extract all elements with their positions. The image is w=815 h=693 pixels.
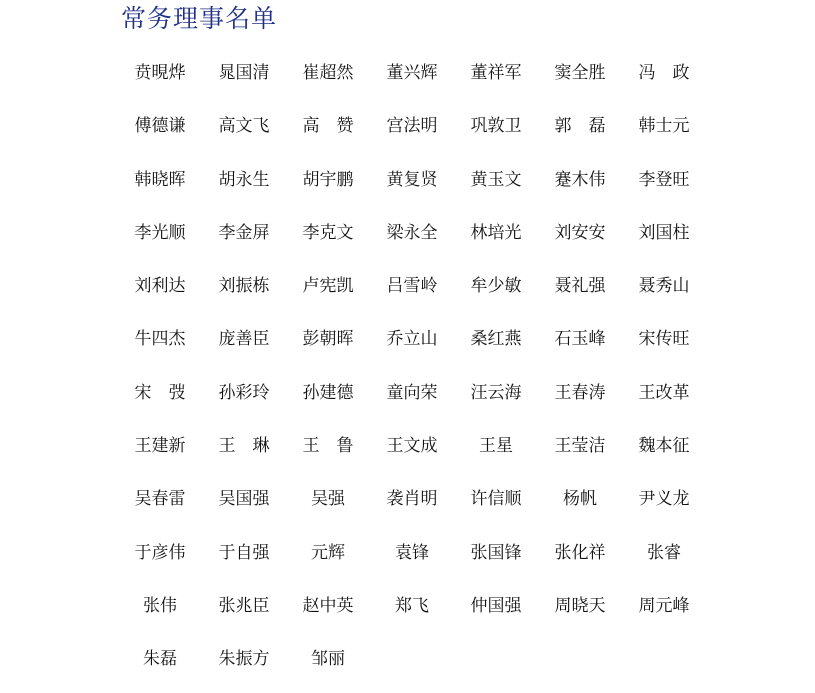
member-name: 王春涛 [554, 382, 606, 403]
member-name: 韩晓晖 [134, 169, 186, 190]
member-name: 朱振方 [218, 649, 270, 670]
member-name: 魏本征 [638, 436, 690, 457]
member-name: 刘利达 [134, 276, 186, 297]
member-name: 王 鲁 [302, 436, 354, 457]
member-name: 于彦伟 [134, 542, 186, 563]
member-name: 汪云海 [470, 382, 522, 403]
member-name: 卢宪凯 [302, 276, 354, 297]
member-name: 吕雪岭 [386, 276, 438, 297]
member-name: 聂秀山 [638, 276, 690, 297]
member-name: 董兴辉 [386, 63, 438, 83]
member-name: 黄复贤 [386, 169, 438, 190]
member-name: 宫法明 [386, 116, 438, 137]
member-name: 晁国清 [218, 63, 270, 83]
member-name: 冯 政 [638, 63, 690, 83]
member-name: 王建新 [134, 436, 186, 457]
member-name: 黄玉文 [470, 169, 522, 190]
member-name: 郭 磊 [554, 116, 606, 137]
member-name: 牟少敏 [470, 276, 522, 297]
member-name: 窦全胜 [554, 63, 606, 83]
member-name: 宋 弢 [134, 382, 186, 403]
member-name: 周晓天 [554, 595, 606, 616]
member-name: 张兆臣 [218, 595, 270, 616]
member-name: 李光顺 [134, 222, 186, 243]
member-name: 李金屏 [218, 222, 270, 243]
member-name: 庞善臣 [218, 329, 270, 350]
member-name: 高 赞 [302, 116, 354, 137]
member-name: 韩士元 [638, 116, 690, 137]
member-name: 王改革 [638, 382, 690, 403]
member-name: 朱磊 [143, 649, 177, 670]
member-name: 刘安安 [554, 222, 606, 243]
member-name: 刘国柱 [638, 222, 690, 243]
member-name: 牛四杰 [134, 329, 186, 350]
member-name: 尹义龙 [638, 489, 690, 510]
member-name: 孙建德 [302, 382, 354, 403]
member-name: 王星 [479, 436, 513, 457]
member-name: 赵中英 [302, 595, 354, 616]
member-name: 聂礼强 [554, 276, 606, 297]
member-name: 乔立山 [386, 329, 438, 350]
member-name: 李克文 [302, 222, 354, 243]
member-name: 刘振栋 [218, 276, 270, 297]
member-name: 袁锋 [395, 542, 429, 563]
member-name: 傅德谦 [134, 116, 186, 137]
member-name: 孙彩玲 [218, 382, 270, 403]
member-name: 仲国强 [470, 595, 522, 616]
member-name: 张国锋 [470, 542, 522, 563]
member-name: 李登旺 [638, 169, 690, 190]
member-name: 巩敦卫 [470, 116, 522, 137]
member-name: 蹇木伟 [554, 169, 606, 190]
member-name: 袭肖明 [386, 489, 438, 510]
member-name: 杨帆 [563, 489, 597, 510]
member-name: 胡宇鹏 [302, 169, 354, 190]
member-name: 张伟 [143, 595, 177, 616]
member-name: 桑红燕 [470, 329, 522, 350]
member-name: 于自强 [218, 542, 270, 563]
member-name: 王文成 [386, 436, 438, 457]
member-name: 崔超然 [302, 63, 354, 83]
member-name: 张化祥 [554, 542, 606, 563]
member-name: 许信顺 [470, 489, 522, 510]
member-name: 元辉 [311, 542, 345, 563]
member-name: 宋传旺 [638, 329, 690, 350]
member-name: 石玉峰 [554, 329, 606, 350]
member-name: 周元峰 [638, 595, 690, 616]
member-name-list [118, 53, 706, 693]
member-name: 林培光 [470, 222, 522, 243]
member-name: 吴春雷 [134, 489, 186, 510]
member-name: 邹丽 [311, 649, 345, 670]
member-name: 郑飞 [395, 595, 429, 616]
member-name: 吴国强 [218, 489, 270, 510]
member-name: 王 琳 [218, 436, 270, 457]
member-name: 董祥军 [470, 63, 522, 83]
member-name: 高文飞 [218, 116, 270, 137]
member-name: 童向荣 [386, 382, 438, 403]
member-name: 王莹洁 [554, 436, 606, 457]
member-name: 吴强 [311, 489, 345, 510]
page-title: 常务理事名单 [121, 4, 278, 33]
member-name: 彭朝晖 [302, 329, 354, 350]
member-name: 胡永生 [218, 169, 270, 190]
member-name: 梁永全 [386, 222, 438, 243]
member-name: 张睿 [647, 542, 681, 563]
member-name: 贲晛烨 [134, 63, 186, 83]
